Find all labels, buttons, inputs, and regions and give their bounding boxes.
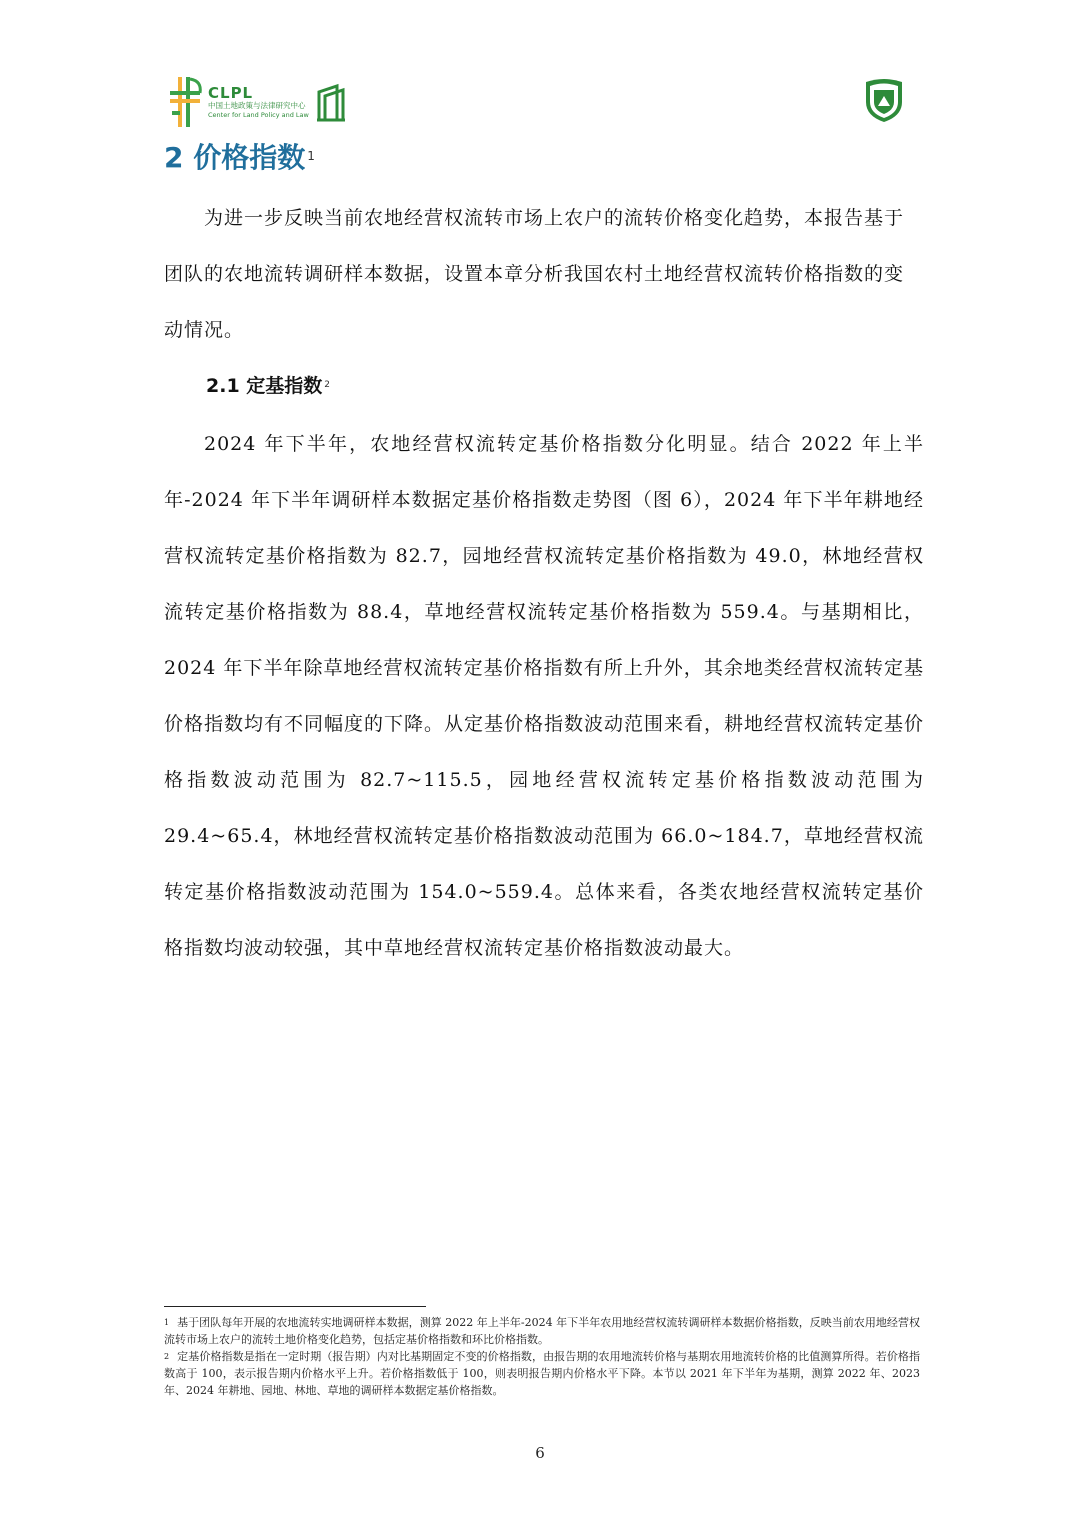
clpl-logo-text [208, 85, 309, 120]
body-paragraph: 2024 年下半年，农地经营权流转定基价格指数分化明显。结合 2022 年上半年-2024 年下半年调研样本数据定基价格指数走势图（图 6），2024 年下半年耕地经营权流转定基价格指数为 82.7，园地经营权流转定基价格指数为 49.0，林地经营权流转定基价格指数为 88.4，草地经营权流转定基价格指数为 559.4。与基期相比，2024 年下半年除草地经营权流转定基价格指数有所上升外，其余地类经营权流转定基价格指数均有不同幅度的下降。从定基价格指数波动范围来看，耕地经营权流转定基价格指数波动范围为 82.7~115.5，园地经营权流转定基价格指数波动范围为 29.4~65.4，林地经营权流转定基价格指数波动范围为 66.0~184.7，草地经营权流转定基价格指数波动范围为 154.0~559.4。总体来看，各类农地经营权流转定基价格指数均波动较强，其中草地经营权流转定基价格指数波动最大。 [164, 433, 925, 959]
page-number: 6 [535, 1444, 545, 1462]
logo-en-name: Center for Land Policy and Law [208, 110, 309, 119]
footnote-divider [164, 1306, 426, 1307]
intro-paragraph: 为进一步反映当前农地经营权流转市场上农户的流转价格变化趋势，本报告基于团队的农地流转调研样本数据，设置本章分析我国农村土地经营权流转价格指数的变动情况。 [164, 207, 905, 341]
footnote-1 [164, 1314, 920, 1348]
section-title [164, 138, 315, 178]
subsection-title [206, 370, 330, 402]
clpl-logo-icon [168, 75, 204, 129]
footnote-2-text: 定基价格指数是指在一定时期（报告期）内对比基期固定不变的价格指数，由报告期的农用地流转价格与基期农用地流转价格的比值测算所得。若价格指数高于 100，表示报告期内价格水平上升。若价格指数低于 100，则表明报告期内价格水平下降。本节以 2021 年下半年为基期，测算 2022 年、2023 年、2024 年耕地、园地、林地、草地的调研样本数据定基价格指数。 [164, 1350, 920, 1397]
logo-abbr: CLPL [208, 83, 254, 102]
footnote-2-number: 2 [164, 1352, 170, 1361]
footnote-ref-1[interactable]: 1 [307, 149, 315, 163]
header-logo-group [168, 74, 347, 130]
building-logo-icon [315, 82, 347, 122]
university-seal-icon [862, 76, 906, 124]
subsection-title-text: 2.1 定基指数 [206, 375, 323, 397]
section-title-text: 2 价格指数 [164, 141, 306, 174]
footnote-1-text: 基于团队每年开展的农地流转实地调研样本数据，测算 2022 年上半年-2024 年下半年农用地经营权流转调研样本数据价格指数，反映当前农用地经营权流转市场上农户的流转土地价格变化趋势，包括定基价格指数和环比价格指数。 [164, 1316, 920, 1346]
footnote-2 [164, 1348, 920, 1399]
footnote-ref-2[interactable]: 2 [324, 380, 331, 390]
logo-cn-name: 中国土地政策与法律研究中心 [208, 100, 306, 110]
footnote-1-number: 1 [164, 1318, 170, 1327]
